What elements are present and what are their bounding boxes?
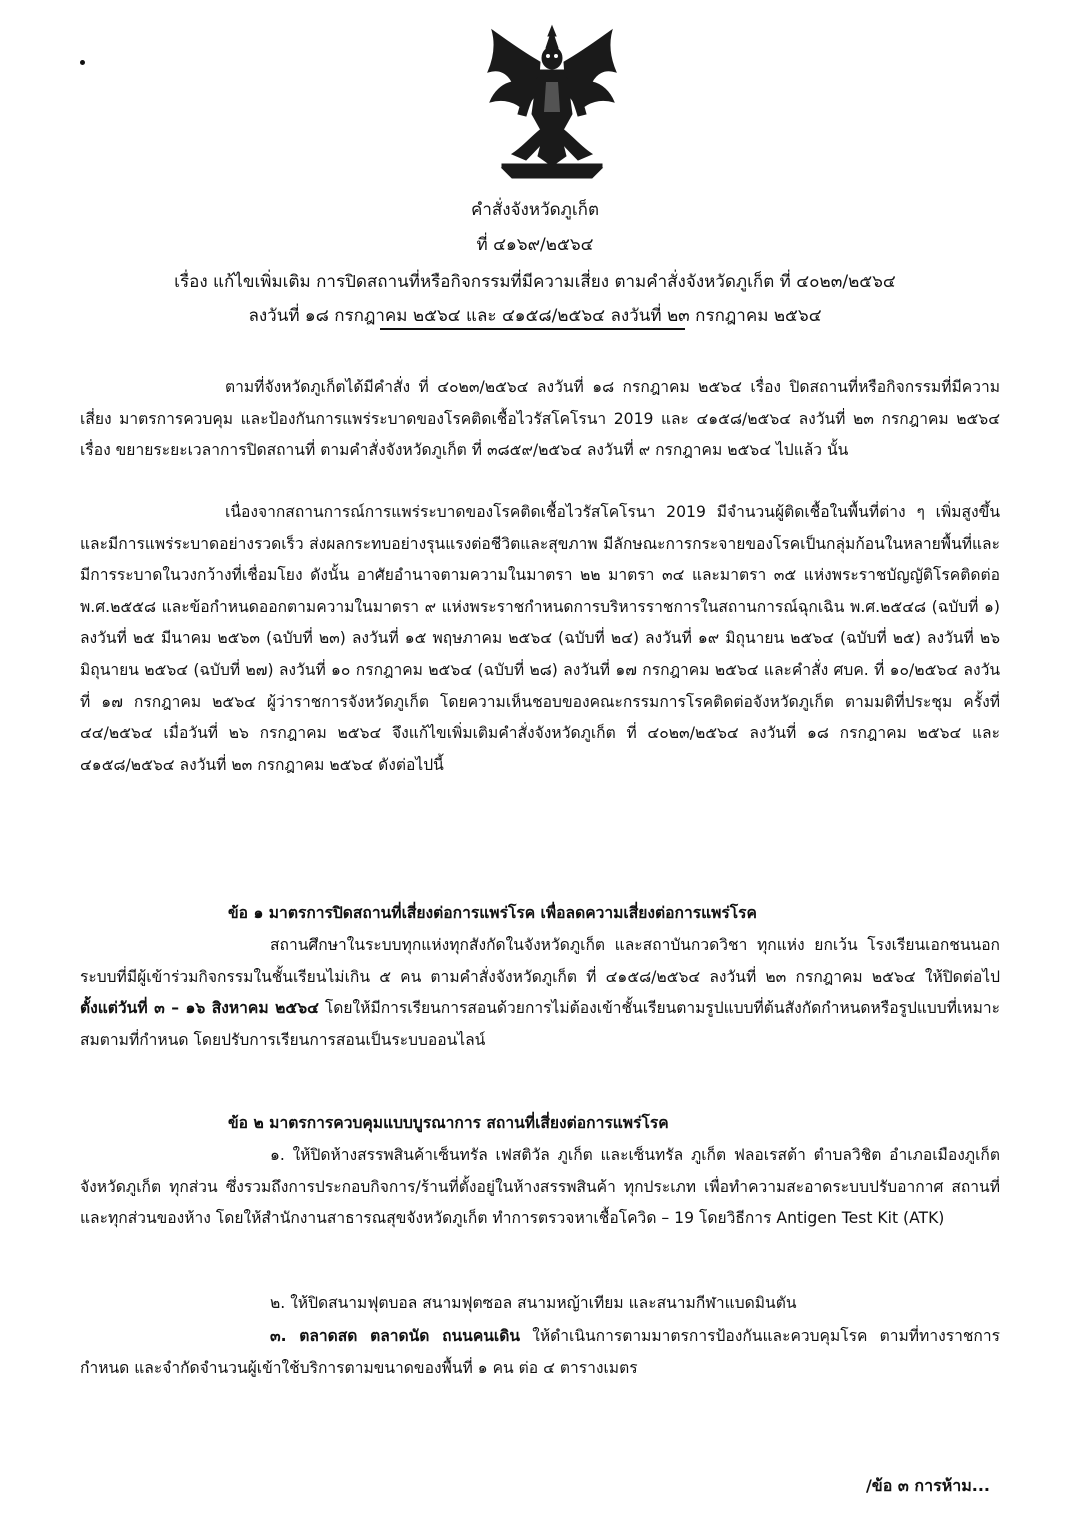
clause-2-item-3-text: ให้ดำเนินการตามมาตรการป้องกันและควบคุมโรค ตามที่ทางราชการกำหนด และจำกัดจำนวนผู้เข้าใช้บริการตามขนาดของพื้นที่ ๑ คน ต่อ ๔ ตารางเมตร xyxy=(80,1327,1000,1377)
subject-underline xyxy=(380,328,685,330)
clause-2-heading: ข้อ ๒ มาตรการควบคุมแบบบูรณาการ สถานที่เสี่ยงต่อการแพร่โรค xyxy=(228,1114,669,1132)
order-title: คำสั่งจังหวัดภูเก็ต xyxy=(471,200,599,220)
clause-1-text-a: สถานศึกษาในระบบทุกแห่งทุกสังกัดในจังหวัดภูเก็ต และสถาบันกวดวิชา ทุกแห่ง ยกเว้น โรงเรียนเอกชนนอกระบบที่มีผู้เข้าร่วมกิจกรรมในชั้นเรียนไม่เกิน ๕ คน ตามคำสั่งจังหวัดภูเก็ต ที่ ๔๑๕๘/๒๕๖๔ ลงวันที่ ๒๓ กรกฎาคม ๒๕๖๔ ให้ปิดต่อไป xyxy=(80,936,1000,986)
clause-2-item-3-lead: ๓. ตลาดสด ตลาดนัด ถนนคนเดิน xyxy=(270,1327,521,1345)
clause-2-item-2: ๒. ให้ปิดสนามฟุตบอล สนามฟุตซอล สนามหญ้าเทียม และสนามกีฬาแบดมินตัน xyxy=(270,1294,797,1312)
paragraph-reasons: เนื่องจากสถานการณ์การแพร่ระบาดของโรคติดเชื้อไวรัสโคโรนา 2019 มีจำนวนผู้ติดเชื้อในพื้นที่ต่าง ๆ เพิ่มสูงขึ้น และมีการแพร่ระบาดอย่างรวดเร็ว ส่งผลกระทบอย่างรุนแรงต่อชีวิตและสุขภาพ มีลักษณะการกระจายของโรคเป็นกลุ่มก้อนในหลายพื้นที่และมีการระบาดในวงกว้างที่เชื่อมโยง ดังนั้น อาศัยอำนาจตามความในมาตรา ๒๒ มาตรา ๓๔ และมาตรา ๓๕ แห่งพระราชบัญญัติโรคติดต่อ พ.ศ.๒๕๕๘ และข้อกำหนดออกตามความในมาตรา ๙ แห่งพระราชกำหนดการบริหารราชการในสถานการณ์ฉุกเฉิน พ.ศ.๒๕๔๘ (ฉบับที่ ๑) ลงวันที่ ๒๕ มีนาคม ๒๕๖๓ (ฉบับที่ ๒๓) ลงวันที่ ๑๕ พฤษภาคม ๒๕๖๔ (ฉบับที่ ๒๔) ลงวันที่ ๑๙ มิถุนายน ๒๕๖๔ (ฉบับที่ ๒๕) ลงวันที่ ๒๖ มิถุนายน ๒๕๖๔ (ฉบับที่ ๒๗) ลงวันที่ ๑๐ กรกฎาคม ๒๕๖๔ (ฉบับที่ ๒๘) ลงวันที่ ๑๗ กรกฎาคม ๒๕๖๔ และคำสั่ง ศบค. ที่ ๑๐/๒๕๖๔ ลงวันที่ ๑๗ กรกฎาคม ๒๕๖๔ ผู้ว่าราชการจังหวัดภูเก็ต โดยความเห็นชอบของคณะกรรมการโรคติดต่อจังหวัดภูเก็ต ตามมติที่ประชุม ครั้งที่ ๔๔/๒๕๖๔ เมื่อวันที่ ๒๖ กรกฎาคม ๒๕๖๔ จึงแก้ไขเพิ่มเติมคำสั่งจังหวัดภูเก็ต ที่ ๔๐๒๓/๒๕๖๔ ลงวันที่ ๑๘ กรกฎาคม ๒๕๖๔ และ ๔๑๕๘/๒๕๖๔ ลงวันที่ ๒๓ กรกฎาคม ๒๕๖๔ ดังต่อไปนี้ xyxy=(80,503,1000,774)
subject-line-1: เรื่อง แก้ไขเพิ่มเติม การปิดสถานที่หรือกิจกรรมที่มีความเสี่ยง ตามคำสั่งจังหวัดภูเก็ต ที่ ๔๐๒๓/๒๕๖๔ xyxy=(174,272,896,292)
clause-1-heading: ข้อ ๑ มาตรการปิดสถานที่เสี่ยงต่อการแพร่โรค เพื่อลดความเสี่ยงต่อการแพร่โรค xyxy=(228,904,757,922)
garuda-emblem-icon xyxy=(482,22,622,182)
clause-1-paragraph xyxy=(80,930,1000,1056)
clause-1-dates: ตั้งแต่วันที่ ๓ – ๑๖ สิงหาคม ๒๕๖๔ xyxy=(80,999,319,1018)
continuation-note: /ข้อ ๓ การห้าม... xyxy=(865,1476,990,1495)
paragraph-background: ตามที่จังหวัดภูเก็ตได้มีคำสั่ง ที่ ๔๐๒๓/๒๕๖๔ ลงวันที่ ๑๘ กรกฎาคม ๒๕๖๔ เรื่อง ปิดสถานที่หรือกิจกรรมที่มีความเสี่ยง มาตรการควบคุม และป้องกันการแพร่ระบาดของโรคติดเชื้อไวรัสโคโรนา 2019 และ ๔๑๕๘/๒๕๖๔ ลงวันที่ ๒๓ กรกฎาคม ๒๕๖๔ เรื่อง ขยายระยะเวลาการปิดสถานที่ ตามคำสั่งจังหวัดภูเก็ต ที่ ๓๘๕๙/๒๕๖๔ ลงวันที่ ๙ กรกฎาคม ๒๕๖๔ ไปแล้ว นั้น xyxy=(80,378,1000,460)
clause-2-item-3 xyxy=(80,1321,1000,1384)
stray-dot xyxy=(80,60,85,65)
clause-2-item-1: ๑. ให้ปิดห้างสรรพสินค้าเซ็นทรัล เฟสติวัล ภูเก็ต และเซ็นทรัล ภูเก็ต ฟลอเรสต้า ตำบลวิชิต อำเภอเมืองภูเก็ต จังหวัดภูเก็ต ทุกส่วน ซึ่งรวมถึงการประกอบกิจการ/ร้านที่ตั้งอยู่ในห้างสรรพสินค้า ทุกประเภท เพื่อทำความสะอาดระบบปรับอากาศ สถานที่ และทุกส่วนของห้าง โดยให้สำนักงานสาธารณสุขจังหวัดภูเก็ต ทำการตรวจหาเชื้อโควิด – 19 โดยวิธีการ Antigen Test Kit (ATK) xyxy=(80,1146,1000,1228)
order-number: ที่ ๔๑๖๙/๒๕๖๔ xyxy=(476,235,594,255)
subject-line-2: ลงวันที่ ๑๘ กรกฎาคม ๒๕๖๔ และ ๔๑๕๘/๒๕๖๔ ลงวันที่ ๒๓ กรกฎาคม ๒๕๖๔ xyxy=(248,306,822,326)
clause-1-text-b: โดยให้มีการเรียนการสอนด้วยการไม่ต้องเข้าชั้นเรียนตามรูปแบบที่ต้นสังกัดกำหนดหรือรูปแบบที่เหมาะสมตามที่กำหนด โดยปรับการเรียนการสอนเป็นระบบออนไลน์ xyxy=(80,999,1000,1049)
